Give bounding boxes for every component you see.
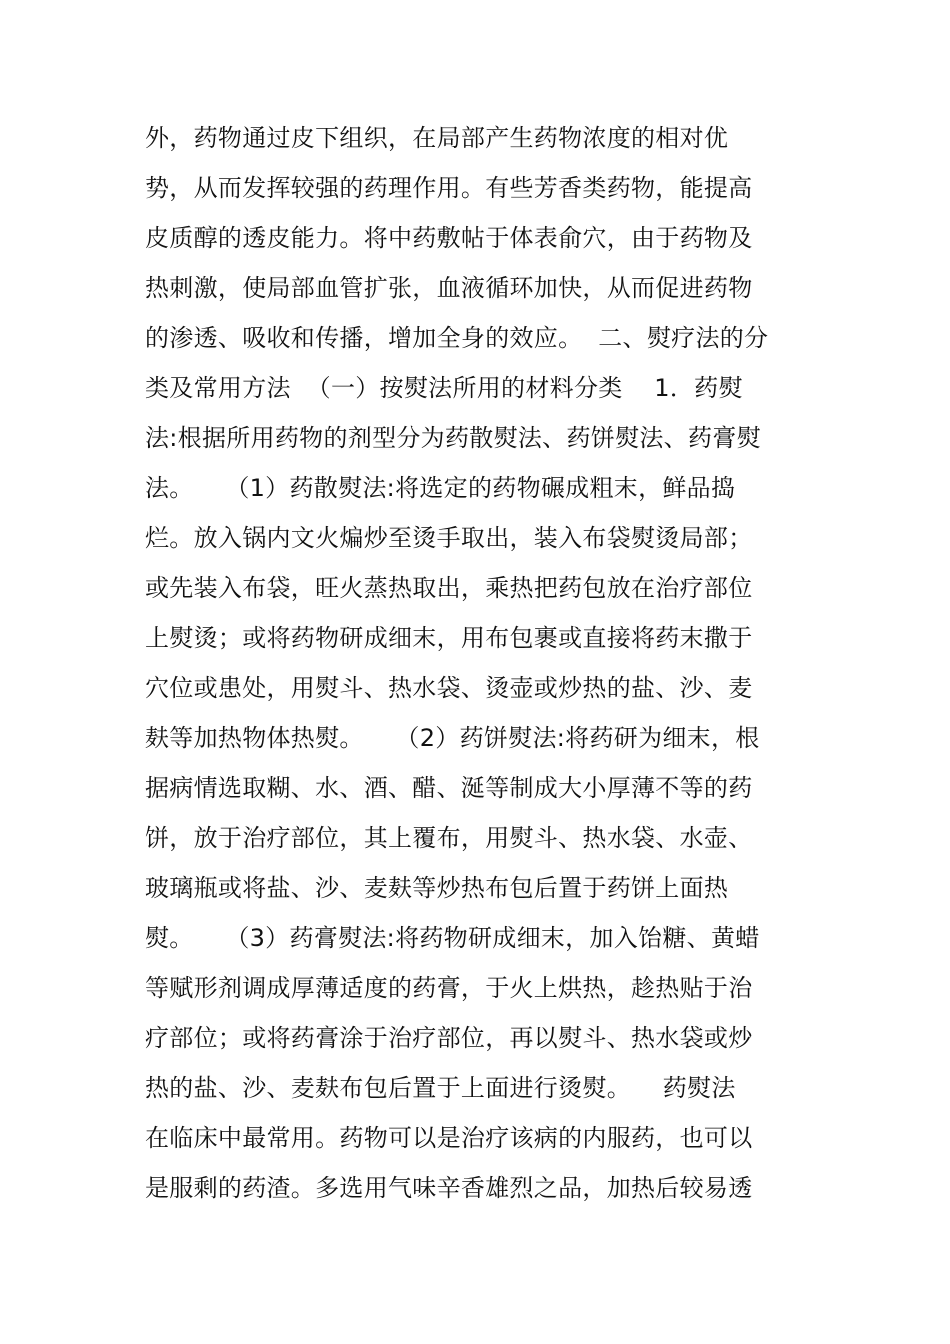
text-line: 疗部位；或将药膏涂于治疗部位，再以熨斗、热水袋或炒 <box>145 1024 753 1052</box>
text-line: 势，从而发挥较强的药理作用。有些芳香类药物，能提高 <box>145 174 753 202</box>
text-line: 外，药物通过皮下组织，在局部产生药物浓度的相对优 <box>145 124 729 152</box>
text-line: 皮质醇的透皮能力。将中药敷帖于体表俞穴，由于药物及 <box>145 224 753 252</box>
text-line: 法。 （1）药散熨法:将选定的药物碾成粗末，鲜品捣 <box>145 474 736 502</box>
text-line: 麸等加热物体热熨。 （2）药饼熨法:将药研为细末，根 <box>145 724 760 752</box>
text-line: 烂。放入锅内文火煸炒至烫手取出，装入布袋熨烫局部； <box>145 524 753 552</box>
text-line: 热刺激，使局部血管扩张，血液循环加快，从而促进药物 <box>145 274 753 302</box>
text-line: 的渗透、吸收和传播，增加全身的效应。 二、熨疗法的分 <box>145 324 769 352</box>
text-line: 熨。 （3）药膏熨法:将药物研成细末，加入饴糖、黄蜡 <box>145 924 760 952</box>
text-line: 法:根据所用药物的剂型分为药散熨法、药饼熨法、药膏熨 <box>145 424 761 452</box>
text-line: 等赋形剂调成厚薄适度的药膏，于火上烘热，趁热贴于治 <box>145 974 753 1002</box>
text-line: 是服剩的药渣。多选用气味辛香雄烈之品，加热后较易透 <box>145 1174 753 1202</box>
text-line: 在临床中最常用。药物可以是治疗该病的内服药，也可以 <box>145 1124 753 1152</box>
body-text <box>145 113 825 1213</box>
text-line: 穴位或患处，用熨斗、热水袋、烫壶或炒热的盐、沙、麦 <box>145 674 753 702</box>
text-line: 上熨烫；或将药物研成细末，用布包裹或直接将药末撒于 <box>145 624 753 652</box>
text-line: 或先装入布袋，旺火蒸热取出，乘热把药包放在治疗部位 <box>145 574 753 602</box>
text-line: 热的盐、沙、麦麸布包后置于上面进行烫熨。 药熨法 <box>145 1074 736 1102</box>
text-line: 类及常用方法 （一）按熨法所用的材料分类 1．药熨 <box>145 374 743 402</box>
text-line: 玻璃瓶或将盐、沙、麦麸等炒热布包后置于药饼上面热 <box>145 874 729 902</box>
text-line: 据病情选取糊、水、酒、醋、涎等制成大小厚薄不等的药 <box>145 774 753 802</box>
text-line: 饼，放于治疗部位，其上覆布，用熨斗、热水袋、水壶、 <box>145 824 753 852</box>
